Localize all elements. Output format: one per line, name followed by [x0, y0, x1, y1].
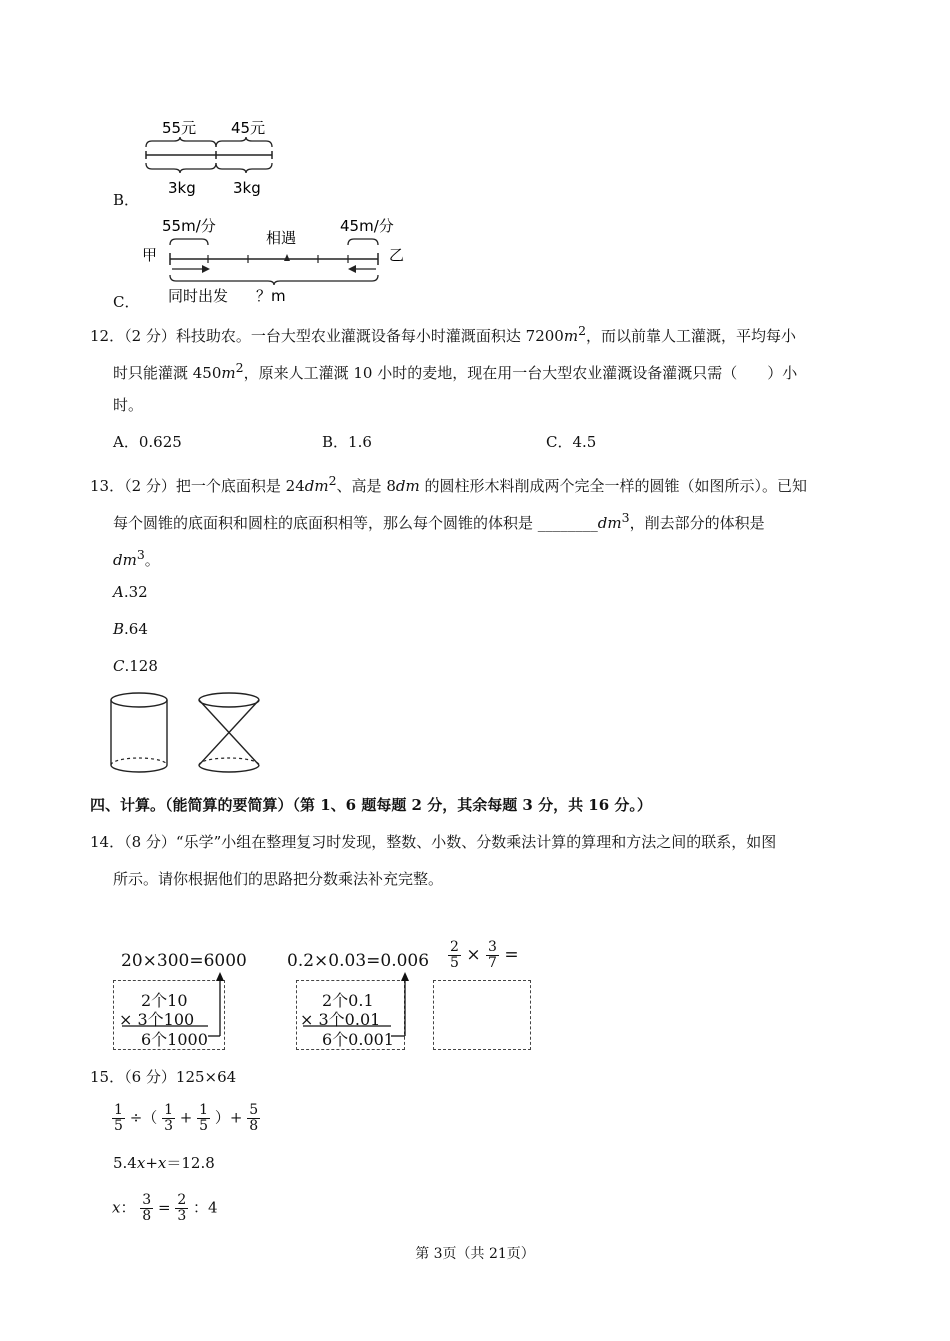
page-footer: 第 3页（共 21页） [415, 1246, 535, 1262]
q12-option-c: C．4.5 [546, 433, 597, 451]
q15-line-1: 15．（6 分）125×64 [90, 1068, 237, 1086]
q12-line-1: 12．（2 分）科技助农。一台大型农业灌溉设备每小时灌溉面积达 $7200m^2$，而以前靠人工灌溉，平均每小 [90, 323, 797, 345]
fig-c-distance: ？m [256, 287, 286, 305]
q12-option-a: A．0.625 [113, 433, 182, 451]
q14-line-2: 所示。请你根据他们的思路把分数乘法补充完整。 [113, 870, 444, 888]
q13-option-a: A.32 [113, 583, 148, 601]
q11-figure-c [138, 213, 413, 305]
q14-integer-row-3: 6个1000 [141, 1030, 208, 1049]
section-4-heading: 四、计算。（能简算的要简算）（第 1、6 题每题 2 分，其余每题 3 分，共 16 分。） [90, 796, 652, 814]
fig-b-top-right: 45元 [231, 119, 266, 137]
q11-option-c-label: C． [113, 293, 140, 311]
q12-option-b: B．1.6 [322, 433, 372, 451]
q13-line-3: $dm^3$。 [113, 547, 160, 569]
q14-decimal-row-2: × 3个0.01 [300, 1010, 381, 1029]
q15-expression-2: $\frac{1}{5}$ ÷（ $\frac{1}{3}$ + $\frac{1}{5}$ ）+ $\frac{5}{8}$ [114, 1102, 259, 1134]
fig-c-left-name: 甲 [142, 246, 158, 264]
q15-expression-4: x： $\frac{3}{8}$ = $\frac{2}{3}$ ：4 [112, 1192, 218, 1224]
cylinder-shape [111, 693, 167, 772]
q13-line-2: 每个圆锥的底面积和圆柱的底面积相等，那么每个圆锥的体积是 $\_\_\_\_\_\_\_\_dm^3$，削去部分的体积是 [113, 510, 765, 532]
fig-b-bottom-left: 3kg [168, 179, 196, 197]
q11-option-b-label: B． [113, 191, 140, 209]
q14-decimal-row-3: 6个0.001 [322, 1030, 394, 1049]
q13-line-1: 13．（2 分）把一个底面积是 $24dm^2$、高是 8dm 的圆柱形木料削成两个完全一样的圆锥（如图所示）。已知 [90, 473, 807, 495]
q14-fraction-answer-box[interactable] [433, 980, 531, 1050]
q13-option-c: C.128 [113, 657, 158, 675]
fig-c-right-speed: 45m/分 [340, 217, 394, 235]
q14-line-1: 14．（8 分）“乐学”小组在整理复习时发现，整数、小数、分数乘法计算的算理和方法之间的联系，如图 [90, 833, 777, 851]
q13-cylinder-cone-figure [108, 690, 268, 782]
q12-line-3: 时。 [113, 396, 144, 414]
q14-integer-row-1: 2个10 [141, 991, 188, 1010]
q14-decimal-row-1: 2个0.1 [322, 991, 374, 1010]
q12-line-2: 时只能灌溉 $450m^2$，原来人工灌溉 10 小时的麦地，现在用一台大型农业灌溉设备灌溉只需（ ）小 [113, 360, 798, 382]
q14-integer-row-2: × 3个100 [119, 1010, 195, 1029]
fig-c-left-speed: 55m/分 [162, 217, 216, 235]
fig-b-bottom-right: 3kg [233, 179, 261, 197]
q15-expression-3: 5.4x+x＝12.8 [113, 1154, 215, 1172]
fig-c-right-name: 乙 [389, 246, 405, 264]
fig-c-meet: 相遇 [266, 229, 297, 247]
fig-b-top-left: 55元 [162, 119, 197, 137]
double-cone-shape [199, 693, 259, 772]
q14-fraction-equation: $\frac{2}{5}$ × $\frac{3}{7}$ = [450, 939, 519, 971]
q14-decimal-equation: 0.2×0.03=0.006 [287, 951, 430, 971]
q14-decimal-arrow [299, 972, 409, 1044]
q11-figure-b [138, 117, 288, 207]
q13-option-b: B.64 [113, 620, 148, 638]
fraction-3-7: $\frac{3}{7}$ [487, 939, 497, 971]
fraction-2-5: $\frac{2}{5}$ [450, 939, 459, 971]
fig-c-bottom: 同时出发 [168, 287, 229, 305]
q14-integer-arrow [118, 972, 228, 1044]
q14-integer-equation: 20×300=6000 [121, 951, 247, 971]
